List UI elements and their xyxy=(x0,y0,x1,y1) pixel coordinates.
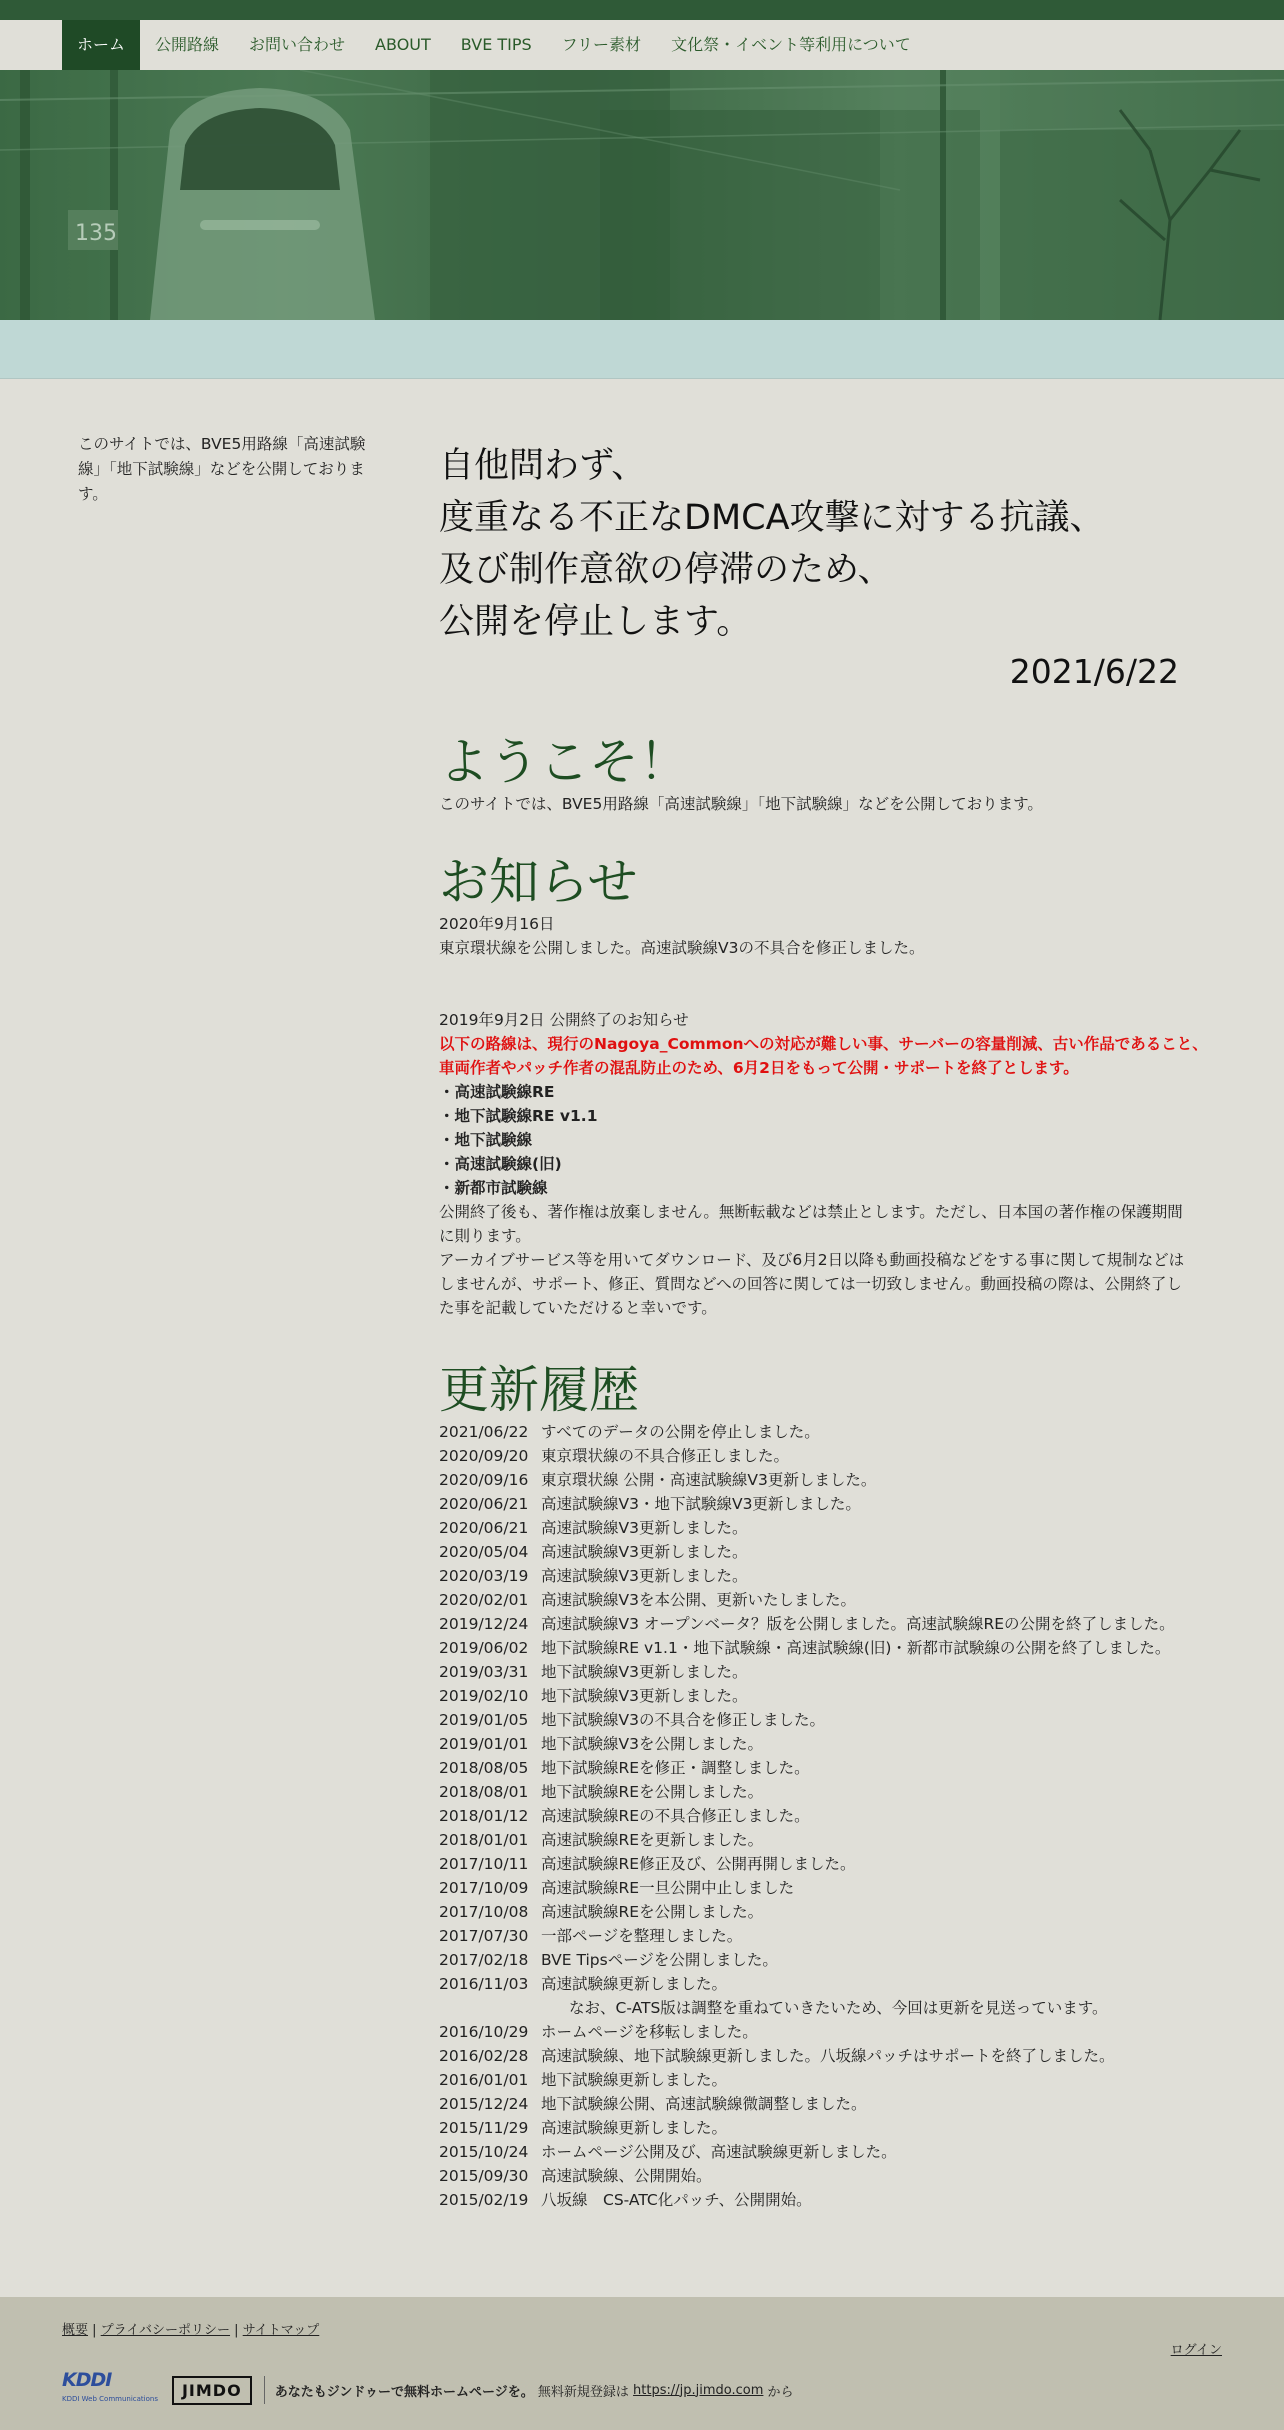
news-item-text: 東京環状線を公開しました。高速試験線V3の不具合を修正しました。 xyxy=(439,939,925,957)
hero-header-image xyxy=(0,70,1284,320)
news-warning-line: 車両作者やパッチ作者の混乱防止のため、6月2日をもって公開・サポートを終了とします。 xyxy=(439,1059,1079,1077)
history-text: ホームページ公開及び、高速試験線更新しました。 xyxy=(541,2143,897,2161)
nav-about[interactable]: ABOUT xyxy=(375,35,431,54)
nav-home[interactable]: ホーム xyxy=(62,20,140,70)
main-content xyxy=(439,440,1219,2212)
history-row xyxy=(439,1684,1219,1708)
news-item-date: 2020年9月16日 xyxy=(439,915,555,933)
history-text: 地下試験線更新しました。 xyxy=(541,2071,728,2089)
history-row xyxy=(439,2092,1219,2116)
notice-line: 及び制作意欲の停滞のため、 xyxy=(439,550,893,590)
news-section xyxy=(439,852,1219,1320)
history-text: 一部ページを整理しました。 xyxy=(541,1927,743,1945)
history-text: 地下試験線REを公開しました。 xyxy=(541,1783,764,1801)
history-date: 2020/09/16 xyxy=(439,1471,529,1489)
history-text: 高速試験線REを公開しました。 xyxy=(541,1903,764,1921)
history-date: 2019/01/05 xyxy=(439,1711,529,1729)
site-footer xyxy=(0,2297,1284,2430)
history-row xyxy=(439,2068,1219,2092)
history-date: 2019/02/10 xyxy=(439,1687,529,1705)
history-text: 高速試験線更新しました。 xyxy=(541,2119,728,2137)
history-row xyxy=(439,1804,1219,1828)
history-date: 2017/10/11 xyxy=(439,1855,529,1873)
history-row xyxy=(439,1732,1219,1756)
history-date: 2015/11/29 xyxy=(439,2119,529,2137)
history-row xyxy=(439,1972,1219,1996)
history-text: 高速試験線V3更新しました。 xyxy=(541,1543,748,1561)
history-text: BVE Tipsページを公開しました。 xyxy=(541,1951,778,1969)
history-date: 2015/09/30 xyxy=(439,2167,529,2185)
history-date: 2015/10/24 xyxy=(439,2143,529,2161)
history-text: 高速試験線、地下試験線更新しました。八坂線パッチはサポートを終了しました。 xyxy=(541,2047,1115,2065)
history-row xyxy=(439,1828,1219,1852)
history-row xyxy=(439,1756,1219,1780)
archive-note-line: た事を記載していただけると幸いです。 xyxy=(439,1299,717,1317)
history-row xyxy=(439,2164,1219,2188)
nav-event-usage[interactable]: 文化祭・イベント等利用について xyxy=(671,35,911,54)
history-text: 地下試験線V3を公開しました。 xyxy=(541,1735,763,1753)
jimdo-signup-link[interactable]: https://jp.jimdo.com xyxy=(633,2382,764,2398)
history-date: 2017/02/18 xyxy=(439,1951,529,1969)
history-date: 2020/06/21 xyxy=(439,1519,529,1537)
history-row xyxy=(439,2140,1219,2164)
history-continuation: なお、C-ATS版は調整を重ねていきたいため、今回は更新を見送っています。 xyxy=(569,1999,1108,2017)
footer-link-privacy[interactable]: プライバシーポリシー xyxy=(100,2323,231,2338)
jimdo-promo-bold: あなたもジンドゥーで無料ホームページを。 xyxy=(274,2384,534,2400)
history-row xyxy=(439,2044,1219,2068)
history-row xyxy=(439,1780,1219,1804)
nav-contact[interactable]: お問い合わせ xyxy=(249,35,346,54)
ended-route-item: ・地下試験線 xyxy=(439,1131,533,1149)
history-text: 高速試験線V3を本公開、更新いたしました。 xyxy=(541,1591,856,1609)
history-row xyxy=(439,1660,1219,1684)
history-date: 2018/08/05 xyxy=(439,1759,529,1777)
history-row xyxy=(439,2116,1219,2140)
history-row xyxy=(439,1420,1219,1444)
history-date: 2016/10/29 xyxy=(439,2023,529,2041)
history-row xyxy=(439,1492,1219,1516)
copyright-note-line: に則ります。 xyxy=(439,1227,531,1245)
history-row xyxy=(439,1564,1219,1588)
history-date: 2021/06/22 xyxy=(439,1423,529,1441)
history-row xyxy=(439,1708,1219,1732)
navigation-bar xyxy=(0,20,1284,70)
history-row xyxy=(439,1588,1219,1612)
history-date: 2020/03/19 xyxy=(439,1567,529,1585)
history-row xyxy=(439,1612,1219,1636)
history-date: 2016/02/28 xyxy=(439,2047,529,2065)
history-text: 地下試験線V3更新しました。 xyxy=(541,1687,748,1705)
history-text: 高速試験線V3 オープンベータ？版を公開しました。高速試験線REの公開を終了しました。 xyxy=(541,1615,1175,1633)
history-text: 東京環状線の不具合修正しました。 xyxy=(541,1447,790,1465)
history-date: 2020/05/04 xyxy=(439,1543,529,1561)
history-date: 2019/12/24 xyxy=(439,1615,529,1633)
history-row xyxy=(439,1924,1219,1948)
history-row xyxy=(439,1852,1219,1876)
history-text: 高速試験線V3更新しました。 xyxy=(541,1519,748,1537)
history-text: 地下試験線V3更新しました。 xyxy=(541,1663,748,1681)
notice-date: 2021/6/22 xyxy=(1009,652,1179,691)
nav-routes[interactable]: 公開路線 xyxy=(155,35,220,54)
history-text: 八坂線 CS-ATC化パッチ、公開開始。 xyxy=(541,2191,812,2209)
login-link[interactable]: ログイン xyxy=(1170,2343,1222,2358)
history-section xyxy=(439,1360,1219,2212)
notice-line: 公開を停止します。 xyxy=(439,602,752,642)
sidebar-text: このサイトでは、BVE5用路線「高速試験線」「地下試験線」などを公開しております。 xyxy=(78,435,366,503)
history-row xyxy=(439,1900,1219,1924)
history-row xyxy=(439,2020,1219,2044)
history-row xyxy=(439,1636,1219,1660)
history-text: 高速試験線V3・地下試験線V3更新しました。 xyxy=(541,1495,861,1513)
jimdo-promo-suffix: から xyxy=(763,2384,794,2400)
footer-links: 概要 | プライバシーポリシー | サイトマップ xyxy=(62,2323,320,2338)
welcome-heading: ようこそ！ xyxy=(439,733,689,791)
history-date: 2015/12/24 xyxy=(439,2095,529,2113)
history-text: 高速試験線RE修正及び、公開再開しました。 xyxy=(541,1855,856,1873)
history-date: 2016/11/03 xyxy=(439,1975,529,1993)
history-date: 2018/08/01 xyxy=(439,1783,529,1801)
history-date: 2015/02/19 xyxy=(439,2191,529,2209)
hero-sign-text: 135 xyxy=(75,221,117,246)
history-date: 2020/06/21 xyxy=(439,1495,529,1513)
history-date: 2019/03/31 xyxy=(439,1663,529,1681)
copyright-note-line: 公開終了後も、著作権は放棄しません。無断転載などは禁止とします。ただし、日本国の著作権の保護期間 xyxy=(439,1203,1183,1221)
notice-message xyxy=(439,440,1219,648)
welcome-text: このサイトでは、BVE5用路線「高速試験線」「地下試験線」などを公開しております。 xyxy=(439,795,1043,813)
news-item-title: 2019年9月2日 公開終了のお知らせ xyxy=(439,1011,689,1029)
history-heading: 更新履歴 xyxy=(439,1361,639,1419)
history-row xyxy=(439,1948,1219,1972)
news-warning-line: 以下の路線は、現行のNagoya_Commonへの対応が難しい事、サーバーの容量削減、古い作品であること、 xyxy=(439,1035,1208,1053)
history-date: 2017/10/08 xyxy=(439,1903,529,1921)
kddi-logo-text: KDDI xyxy=(62,2369,112,2391)
teal-band xyxy=(0,320,1284,379)
history-text: 高速試験線REを更新しました。 xyxy=(541,1831,764,1849)
history-date: 2020/09/20 xyxy=(439,1447,529,1465)
history-text: 高速試験線、公開開始。 xyxy=(541,2167,712,2185)
welcome-section xyxy=(439,732,1219,816)
footer-branding xyxy=(62,2369,794,2407)
history-row xyxy=(439,1516,1219,1540)
history-text: 高速試験線V3更新しました。 xyxy=(541,1567,748,1585)
history-date: 2018/01/12 xyxy=(439,1807,529,1825)
suspension-notice xyxy=(439,440,1219,694)
history-text: 高速試験線REの不具合修正しました。 xyxy=(541,1807,810,1825)
history-date: 2016/01/01 xyxy=(439,2071,529,2089)
jimdo-promo-text: 無料新規登録は xyxy=(533,2384,634,2400)
history-text: 高速試験線更新しました。 xyxy=(541,1975,728,1993)
history-date: 2017/07/30 xyxy=(439,1927,529,1945)
history-row xyxy=(439,1876,1219,1900)
history-text: 高速試験線RE一旦公開中止しました xyxy=(541,1879,795,1897)
footer-divider xyxy=(264,2376,265,2404)
top-strip xyxy=(0,0,1284,20)
history-date: 2019/01/01 xyxy=(439,1735,529,1753)
history-row xyxy=(439,1540,1219,1564)
history-date: 2018/01/01 xyxy=(439,1831,529,1849)
main-nav xyxy=(62,20,926,70)
jimdo-logo[interactable]: JIMDO xyxy=(172,2376,252,2405)
footer-link-sitemap[interactable]: サイトマップ xyxy=(242,2323,320,2338)
ended-route-item: ・高速試験線(旧) xyxy=(439,1155,562,1173)
notice-line: 度重なる不正なDMCA攻撃に対する抗議、 xyxy=(439,498,1105,538)
notice-line: 自他問わず、 xyxy=(439,446,647,486)
history-date: 2020/02/01 xyxy=(439,1591,529,1609)
ended-route-item: ・高速試験線RE xyxy=(439,1083,555,1101)
history-row xyxy=(439,1444,1219,1468)
nav-free-material[interactable]: フリー素材 xyxy=(561,35,642,54)
history-date: 2017/10/09 xyxy=(439,1879,529,1897)
history-text: 地下試験線公開、高速試験線微調整しました。 xyxy=(541,2095,867,2113)
history-text: 地下試験線REを修正・調整しました。 xyxy=(541,1759,810,1777)
history-text: 東京環状線 公開・高速試験線V3更新しました。 xyxy=(541,1471,877,1489)
footer-link-overview[interactable]: 概要 xyxy=(62,2323,89,2338)
sidebar-intro xyxy=(78,432,368,507)
archive-note-line: アーカイブサービス等を用いてダウンロード、及び6月2日以降も動画投稿などをする事に関して規制などは xyxy=(439,1251,1185,1269)
archive-note-line: しませんが、サポート、修正、質問などへの回答に関しては一切致しません。動画投稿の際は、公開終了し xyxy=(439,1275,1182,1293)
history-text: 地下試験線V3の不具合を修正しました。 xyxy=(541,1711,825,1729)
history-date: 2019/06/02 xyxy=(439,1639,529,1657)
ended-route-item: ・新都市試験線 xyxy=(439,1179,548,1197)
history-row xyxy=(439,1468,1219,1492)
ended-route-item: ・地下試験線RE v1.1 xyxy=(439,1107,598,1125)
history-text: すべてのデータの公開を停止しました。 xyxy=(541,1423,820,1441)
kddi-logo-subtext: KDDI Web Communications xyxy=(62,2395,158,2403)
news-heading: お知らせ xyxy=(439,853,638,911)
kddi-logo[interactable] xyxy=(62,2371,158,2409)
history-list xyxy=(439,1420,1219,2212)
history-text: ホームページを移転しました。 xyxy=(541,2023,758,2041)
train-photo xyxy=(0,70,1284,320)
nav-bve-tips[interactable]: BVE TIPS xyxy=(460,35,532,54)
history-row xyxy=(439,2188,1219,2212)
history-text: 地下試験線RE v1.1・地下試験線・高速試験線(旧)・新都市試験線の公開を終了しました。 xyxy=(541,1639,1171,1657)
